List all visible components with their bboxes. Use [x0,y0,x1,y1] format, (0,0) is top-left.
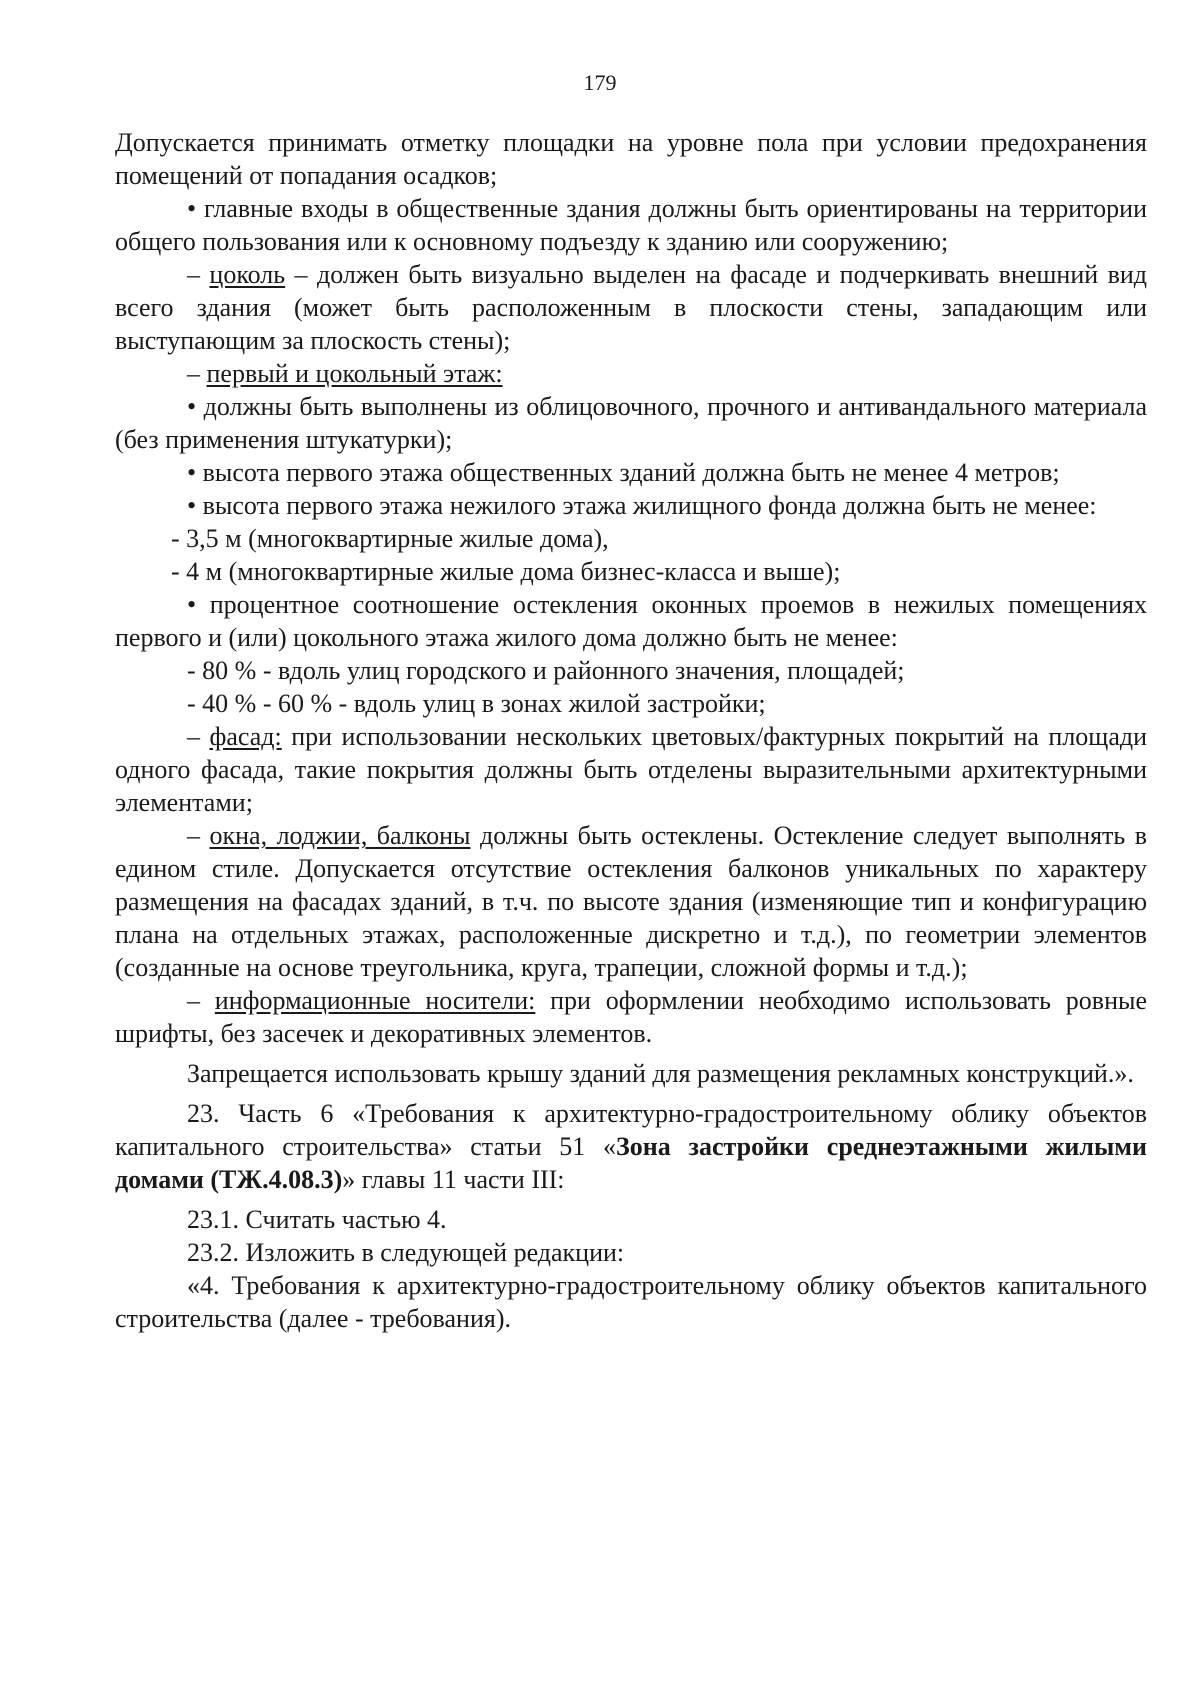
bullet-cladding: • должны быть выполнены из облицовочного, прочного и антивандального материала (без применения штукатурки); [115,392,1147,454]
term-windows-balconies: окна, лоджии, балконы [209,821,471,850]
item-text: » главы 11 части III: [342,1165,565,1194]
subitem-height-3-5: - 3,5 м (многоквартирные жилые дома), [171,524,609,553]
bullet-nonresidential-floor-height: • высота первого этажа нежилого этажа жилищного фонда должна быть не менее: [187,491,1097,520]
item-text: при оформлении необходимо использовать ровные шрифты, без засечек и декоративных элементов. [115,986,1147,1048]
bullet-main-entrances: • главные входы в общественные здания должны быть ориентированы на территории общего пользования или к основному подъезду к зданию или сооружению; [115,194,1147,256]
paragraph-roof-ads: Запрещается использовать крышу зданий для размещения рекламных конструкций.». [187,1059,1134,1088]
item-text: – должен быть визуально выделен на фасаде и подчеркивать внешний вид всего здания (может быть расположенным в плоскости стены, западающим или выступающим за плоскость стены); [115,260,1148,355]
item-dash: – [187,722,210,751]
term-facade: фасад: [209,722,282,751]
item-dash: – [187,260,210,289]
subitem-glazing-80: - 80 % - вдоль улиц городского и районного значения, площадей; [187,656,905,685]
item-dash: – [187,821,210,850]
term-info-carriers: информационные носители: [214,986,536,1015]
document-body [115,126,1147,1335]
paragraph-requirements-4: «4. Требования к архитектурно-градостроительному облику объектов капитального строительства (далее - требования). [115,1271,1147,1333]
subitem-glazing-40-60: - 40 % - 60 % - вдоль улиц в зонах жилой застройки; [187,689,766,718]
paragraph-item-23-1: 23.1. Считать частью 4. [187,1205,447,1234]
item-text: при использовании нескольких цветовых/фактурных покрытий на площади одного фасада, такие покрытия должны быть отделены выразительными архитектурными элементами; [115,722,1148,817]
page-number: 179 [583,70,617,95]
bullet-public-floor-height: • высота первого этажа общественных зданий должна быть не менее 4 метров; [187,458,1060,487]
paragraph-item-23-2: 23.2. Изложить в следующей редакции: [187,1238,625,1267]
zone-name: Зона застройки среднеэтажными жилыми домами (ТЖ.4.08.3) [115,1132,1147,1194]
item-dash: – [187,359,207,388]
item-facade [115,720,1147,819]
paragraph-item-23 [115,1097,1147,1196]
paragraph-platform-level: Допускается принимать отметку площадки на уровне пола при условии предохранения помещений от попадания осадков; [115,128,1147,190]
term-first-floor: первый и цокольный этаж: [206,359,503,388]
item-windows-balconies [115,819,1147,984]
subitem-height-4: - 4 м (многоквартирные жилые дома бизнес-класса и выше); [171,557,841,586]
item-text: 23. Часть 6 «Требования к архитектурно-градостроительному облику объектов капитального строительства» статьи 51 « [115,1099,1147,1161]
bullet-glazing-ratio: • процентное соотношение остекления оконных проемов в нежилых помещениях первого и (или) цокольного этажа жилого дома должно быть не менее: [115,590,1147,652]
item-info-carriers [115,984,1147,1050]
term-plinth: цоколь [209,260,286,289]
item-plinth [115,258,1147,357]
item-text: должны быть остеклены. Остекление следует выполнять в едином стиле. Допускается отсутствие остекления балконов уникальных по характеру размещения на фасадах зданий, в т.ч. по высоте здания (изменяющие тип и конфигурацию плана на отдельных этажах, расположенные дискретно и т.д.), по геометрии элементов (созданные на основе треугольника, круга, трапеции, сложной формы и т.д.); [115,821,1148,982]
item-dash: – [187,986,215,1015]
item-first-floor [115,357,1147,390]
